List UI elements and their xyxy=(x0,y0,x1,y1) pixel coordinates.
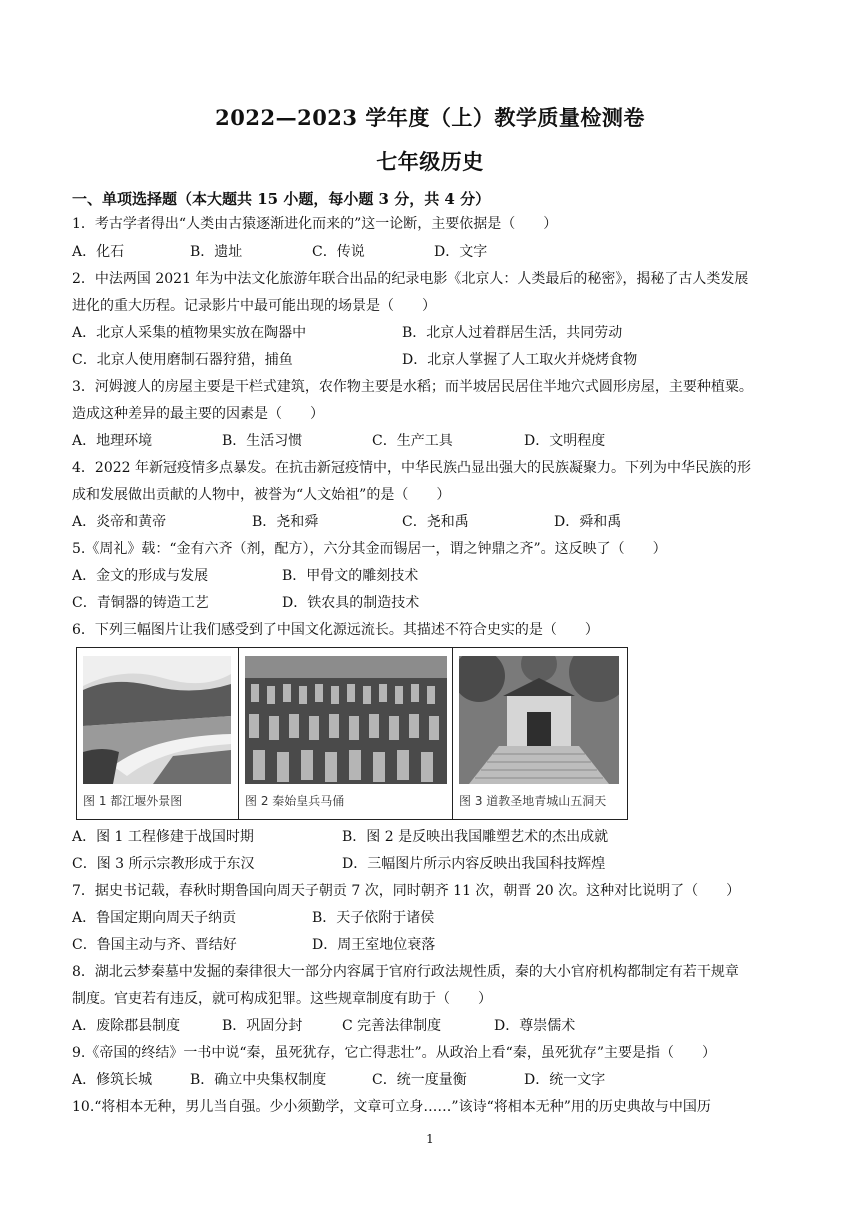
section-heading: 一、单项选择题（本大题共 15 小题，每小题 3 分，共 4 分） xyxy=(72,190,491,208)
q7-option-c: C．鲁国主动与齐、晋结好 xyxy=(72,937,237,953)
q6-option-d: D．三幅图片所示内容反映出我国科技辉煌 xyxy=(342,856,606,872)
q6-caption-3: 图 3 道教圣地青城山五洞天 xyxy=(459,794,607,808)
question-4-stem-1: 4．2022 年新冠疫情多点暴发。在抗击新冠疫情中，中华民族凸显出强大的民族凝聚力。下列为中华民族的形 xyxy=(72,460,751,476)
q6-option-a: A．图 1 工程修建于战国时期 xyxy=(72,829,254,845)
exam-subtitle: 七年级历史 xyxy=(376,149,484,174)
q6-photo-2 xyxy=(239,648,453,819)
question-8-stem-2: 制度。官吏若有违反，就可构成犯罪。这些规章制度有助于（ ） xyxy=(72,991,492,1007)
q6-photo-strip xyxy=(76,647,628,820)
q6-option-c: C．图 3 所示宗教形成于东汉 xyxy=(72,856,255,872)
q1-option-c: C．传说 xyxy=(312,244,365,260)
q4-option-c: C．尧和禹 xyxy=(402,514,469,530)
question-10-stem: 10.“将相本无种，男儿当自强。少小须勤学，文章可立身……”该诗“将相本无种”用的历史典故与中国历 xyxy=(72,1099,711,1115)
q2-option-a: A．北京人采集的植物果实放在陶器中 xyxy=(72,325,307,341)
question-3-stem-2: 造成这种差异的最主要的因素是（ ） xyxy=(72,406,324,422)
q9-option-d: D．统一文字 xyxy=(524,1072,606,1088)
question-9-stem: 9.《帝国的终结》一书中说“秦，虽死犹存，它亡得悲壮”。从政治上看“秦，虽死犹存”主要是指（ ） xyxy=(72,1045,716,1061)
q3-option-a: A．地理环境 xyxy=(72,433,153,449)
question-1-stem: 1．考古学者得出“人类由古猿逐渐进化而来的”这一论断，主要依据是（ ） xyxy=(72,216,558,232)
q7-option-a: A．鲁国定期向周天子纳贡 xyxy=(72,910,237,926)
q9-option-c: C．统一度量衡 xyxy=(372,1072,467,1088)
q6-photo-1 xyxy=(77,648,239,819)
q9-option-a: A．修筑长城 xyxy=(72,1072,153,1088)
q2-option-b: B．北京人过着群居生活，共同劳动 xyxy=(402,325,623,341)
question-5-stem: 5.《周礼》载：“金有六齐（剂，配方），六分其金而锡居一，谓之钟鼎之齐”。这反映了（ ） xyxy=(72,541,667,557)
exam-title: 2022—2023 学年度（上）教学质量检测卷 xyxy=(215,105,645,130)
q5-option-d: D．铁农具的制造技术 xyxy=(282,595,420,611)
q6-caption-1: 图 1 都江堰外景图 xyxy=(83,794,183,808)
q4-option-b: B．尧和舜 xyxy=(252,514,319,530)
q5-option-b: B．甲骨文的雕刻技术 xyxy=(282,568,419,584)
q9-option-b: B．确立中央集权制度 xyxy=(190,1072,327,1088)
q5-option-a: A．金文的形成与发展 xyxy=(72,568,209,584)
q1-option-a: A．化石 xyxy=(72,244,125,260)
q6-caption-2: 图 2 秦始皇兵马俑 xyxy=(245,794,345,808)
q3-option-d: D．文明程度 xyxy=(524,433,606,449)
q4-option-a: A．炎帝和黄帝 xyxy=(72,514,167,530)
qingcheng-mountain-photo xyxy=(459,656,619,784)
q8-option-a: A．废除郡县制度 xyxy=(72,1018,181,1034)
q8-option-c: C 完善法律制度 xyxy=(342,1018,442,1034)
q3-option-b: B．生活习惯 xyxy=(222,433,303,449)
q2-option-d: D．北京人掌握了人工取火并烧烤食物 xyxy=(402,352,638,368)
q2-option-c: C．北京人使用磨制石器狩猎，捕鱼 xyxy=(72,352,293,368)
question-2-stem-2: 进化的重大历程。记录影片中最可能出现的场景是（ ） xyxy=(72,298,436,314)
terracotta-army-photo xyxy=(245,656,447,784)
question-2-stem-1: 2．中法两国 2021 年为中法文化旅游年联合出品的纪录电影《北京人：人类最后的秘密》，揭秘了古人类发展 xyxy=(72,271,749,287)
q7-option-d: D．周王室地位衰落 xyxy=(312,937,436,953)
q8-option-b: B．巩固分封 xyxy=(222,1018,303,1034)
question-8-stem-1: 8．湖北云梦秦墓中发掘的秦律很大一部分内容属于官府行政法规性质，秦的大小官府机构都制定有若干规章 xyxy=(72,964,739,980)
q4-option-d: D．舜和禹 xyxy=(554,514,622,530)
q3-option-c: C．生产工具 xyxy=(372,433,453,449)
dujiangyan-photo xyxy=(83,656,231,784)
question-4-stem-2: 成和发展做出贡献的人物中，被誉为“人文始祖”的是（ ） xyxy=(72,487,451,503)
q7-option-b: B．天子依附于诸侯 xyxy=(312,910,435,926)
q1-option-d: D．文字 xyxy=(434,244,488,260)
q6-option-b: B．图 2 是反映出我国雕塑艺术的杰出成就 xyxy=(342,829,609,845)
page-number: 1 xyxy=(426,1132,434,1146)
q1-option-b: B．遗址 xyxy=(190,244,243,260)
q6-photo-3 xyxy=(453,648,627,819)
q8-option-d: D．尊崇儒术 xyxy=(494,1018,576,1034)
question-6-stem: 6．下列三幅图片让我们感受到了中国文化源远流长。其描述不符合史实的是（ ） xyxy=(72,622,599,638)
question-7-stem: 7．据史书记载，春秋时期鲁国向周天子朝贡 7 次，同时朝齐 11 次，朝晋 20 次。这种对比说明了（ ） xyxy=(72,883,741,899)
question-3-stem-1: 3．河姆渡人的房屋主要是干栏式建筑，农作物主要是水稻；而半坡居民居住半地穴式圆形房屋，主要种植粟。 xyxy=(72,379,753,395)
q5-option-c: C．青铜器的铸造工艺 xyxy=(72,595,209,611)
